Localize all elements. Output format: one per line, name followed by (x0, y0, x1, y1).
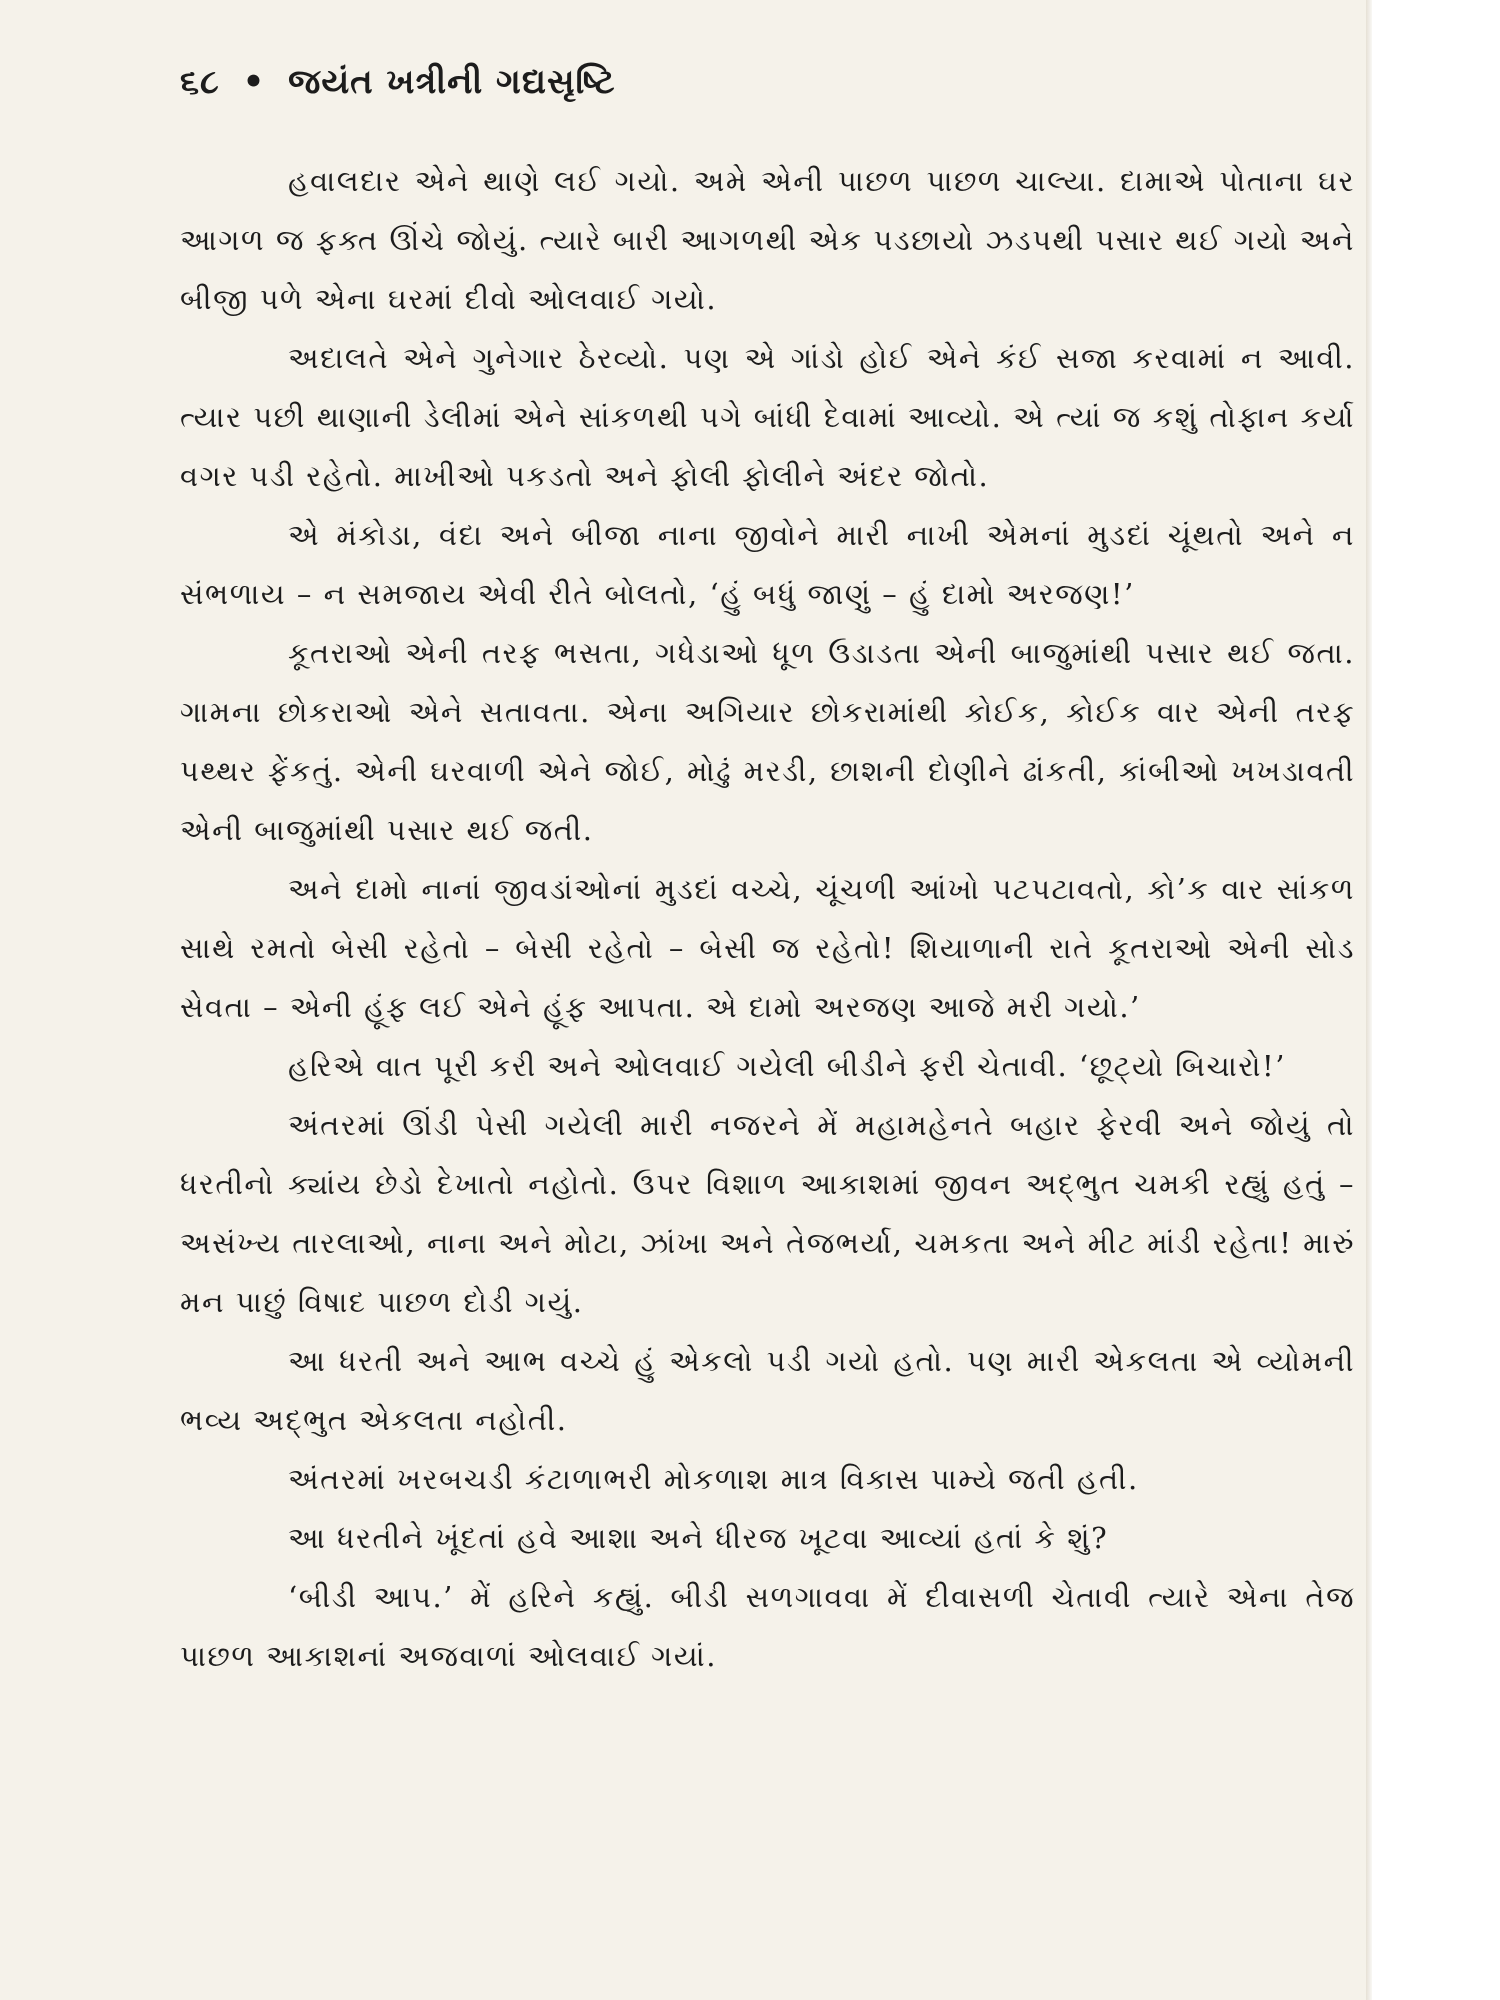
paragraph: હરિએ વાત પૂરી કરી અને ઓલવાઈ ગયેલી બીડીને ફરી ચેતાવી. ‘છૂટ્યો બિચારો!’ (288, 1049, 1286, 1083)
paragraph: ‘બીડી આપ.’ મેં હરિને કહ્યું. બીડી સળગાવવા મેં દીવાસળી ચેતાવી ત્યારે એના તેજ પાછળ આકાશનાં અજવાળાં ઓલવાઈ ગયાં. (180, 1580, 1355, 1673)
page-number: ૬૮ (180, 62, 220, 102)
paragraph: એ મંકોડા, વંદા અને બીજા નાના જીવોને મારી નાખી એમનાં મુડદાં ચૂંથતો અને ન સંભળાય – ન સમજાય એવી રીતે બોલતો, ‘હું બધું જાણું – હું દામો અરજણ!’ (180, 518, 1355, 611)
paragraph: આ ધરતી અને આભ વચ્ચે હું એકલો પડી ગયો હતો. પણ મારી એકલતા એ વ્યોમની ભવ્ય અદ્ભુત એકલતા નહોતી. (180, 1344, 1355, 1437)
paragraph: અદાલતે એને ગુનેગાર ઠેરવ્યો. પણ એ ગાંડો હોઈ એને કંઈ સજા કરવામાં ન આવી. ત્યાર પછી થાણાની ડેલીમાં એને સાંકળથી પગે બાંધી દેવામાં આવ્યો. એ ત્યાં જ કશું તોફાન કર્યા વગર પડી રહેતો. માખીઓ પકડતો અને ફોલી ફોલીને અંદર જોતો. (180, 341, 1355, 493)
paragraph: કૂતરાઓ એની તરફ ભસતા, ગધેડાઓ ધૂળ ઉડાડતા એની બાજુમાંથી પસાર થઈ જતા. ગામના છોકરાઓ એને સતાવતા. એના અગિયાર છોકરામાંથી કોઈક, કોઈક વાર એની તરફ પથ્થર ફેંકતું. એની ઘરવાળી એને જોઈ, મોઢું મરડી, છાશની દોણીને ઢાંકતી, કાંબીઓ ખખડાવતી એની બાજુમાંથી પસાર થઈ જતી. (180, 636, 1355, 847)
paragraph: આ ધરતીને ખૂંદતાં હવે આશા અને ધીરજ ખૂટવા આવ્યાં હતાં કે શું? (288, 1521, 1109, 1555)
paragraph: અંતરમાં ઊંડી પેસી ગયેલી મારી નજરને મેં મહામહેનતે બહાર ફેરવી અને જોયું તો ધરતીનો ક્યાંય છેડો દેખાતો નહોતો. ઉપર વિશાળ આકાશમાં જીવન અદ્ભુત ચમકી રહ્યું હતું – અસંખ્ય તારલાઓ, નાના અને મોટા, ઝાંખા અને તેજભર્યા, ચમકતા અને મીટ માંડી રહેતા! મારું મન પાછું વિષાદ પાછળ દોડી ગયું. (180, 1108, 1355, 1319)
paragraph: અને દામો નાનાં જીવડાંઓનાં મુડદાં વચ્ચે, ચૂંચળી આંખો પટપટાવતો, કો’ક વાર સાંકળ સાથે રમતો બેસી રહેતો – બેસી રહેતો – બેસી જ રહેતો! શિયાળાની રાતે કૂતરાઓ એની સોડ સેવતા – એની હૂંફ લઈ એને હૂંફ આપતા. એ દામો અરજણ આજે મરી ગયો.’ (180, 872, 1355, 1024)
body-text (180, 152, 1355, 1686)
book-title: જયંત ખત્રીની ગદ્યસૃષ્ટિ (288, 62, 616, 102)
scan-margin (1372, 0, 1500, 2000)
paragraph: હવાલદાર એને થાણે લઈ ગયો. અમે એની પાછળ પાછળ ચાલ્યા. દામાએ પોતાના ઘર આગળ જ ફક્ત ઊંચે જોયું. ત્યારે બારી આગળથી એક પડછાયો ઝડપથી પસાર થઈ ગયો અને બીજી પળે એના ઘરમાં દીવો ઓલવાઈ ગયો. (180, 164, 1355, 316)
running-header (180, 62, 616, 102)
paragraph: અંતરમાં ખરબચડી કંટાળાભરી મોકળાશ માત્ર વિકાસ પામ્યે જતી હતી. (288, 1462, 1139, 1496)
header-separator: • (242, 62, 266, 102)
